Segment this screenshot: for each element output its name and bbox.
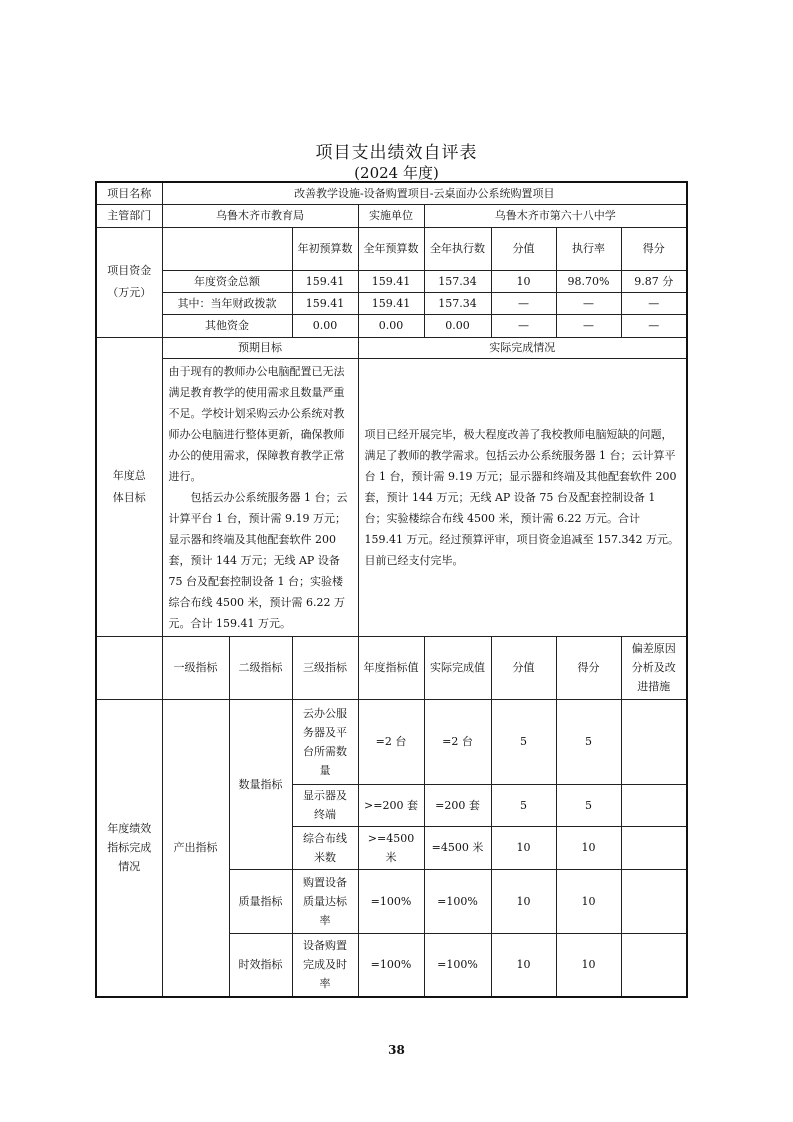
indicator-header: 年度指标值 [358,636,424,699]
funds-header-blank [162,227,292,270]
funds-cell: — [621,292,687,314]
actual-value: =200 套 [424,784,491,826]
funds-header: 年初预算数 [292,227,358,270]
score-value: 10 [491,933,556,997]
project-name-value: 改善教学设施-设备购置项目-云桌面办公系统购置项目 [162,182,687,204]
goals-label: 年度总体目标 [96,337,162,636]
target-value: >=200 套 [358,784,424,826]
target-value: =2 台 [358,699,424,784]
indicators-section-label: 年度绩效指标完成情况 [96,699,162,997]
funds-cell: 159.41 [292,292,358,314]
indicator-header: 一级指标 [162,636,229,699]
score: 10 [556,933,621,997]
funds-row-name: 其中：当年财政拨款 [162,292,292,314]
score-value: 5 [491,784,556,826]
level2-indicator: 质量指标 [229,869,292,933]
actual-value: =100% [424,933,491,997]
dept-value: 乌鲁木齐市教育局 [162,204,358,227]
indicator-header: 二级指标 [229,636,292,699]
unit-value: 乌鲁木齐市第六十八中学 [424,204,687,227]
funds-cell: 10 [491,270,556,292]
funds-cell: 98.70% [556,270,621,292]
deviation-note [621,933,687,997]
target-value: >=4500 米 [358,826,424,869]
indicator-header-blank [96,636,162,699]
actual-value: =100% [424,869,491,933]
funds-header: 分值 [491,227,556,270]
indicator-header: 实际完成值 [424,636,491,699]
score-value: 5 [491,699,556,784]
score: 5 [556,699,621,784]
page-number: 38 [388,1043,405,1057]
score-value: 10 [491,826,556,869]
funds-header: 执行率 [556,227,621,270]
funds-cell: 0.00 [292,314,358,337]
funds-row-name: 其他资金 [162,314,292,337]
unit-label: 实施单位 [358,204,424,227]
indicator-header: 偏差原因分析及改进措施 [621,636,687,699]
funds-cell: 157.34 [424,270,491,292]
expected-goal-paragraph: 由于现有的教师办公电脑配置已无法满足教育教学的使用需求且数量严重不足。学校计划采购云办公系统对教师办公电脑进行整体更新，确保教师办公的使用需求，保障教育教学正常进行。 [168,364,345,483]
funds-cell: 159.41 [292,270,358,292]
funds-row-name: 年度资金总额 [162,270,292,292]
score-value: 10 [491,869,556,933]
indicator-header: 三级指标 [292,636,358,699]
funds-cell: 9.87 分 [621,270,687,292]
level3-indicator: 综合布线米数 [292,826,358,869]
funds-header: 得分 [621,227,687,270]
score: 10 [556,826,621,869]
deviation-note [621,784,687,826]
page-subtitle: (2024 年度) [354,164,439,182]
funds-cell: 157.34 [424,292,491,314]
funds-cell: — [556,314,621,337]
actual-result-text: 项目已经开展完毕，极大程度改善了我校教师电脑短缺的问题，满足了教师的教学需求。包括云办公系统服务器 1 台；云计算平台 1 台，预计需 9.19 万元；显示器和终端及其他配套软件 200 套，预计 144 万元；无线 AP 设备 75 台及配套控制设备 1 台；实验楼综合布线 4500 米，预计需 6.22 万元。合计 159.41 万元。经过预算评审，项目资金追减至 157.342 万元。目前已经支付完毕。 [358,358,687,636]
project-name-label: 项目名称 [96,182,162,204]
actual-value: =4500 米 [424,826,491,869]
deviation-note [621,699,687,784]
level3-indicator: 显示器及终端 [292,784,358,826]
deviation-note [621,869,687,933]
level2-indicator: 时效指标 [229,933,292,997]
page-title: 项目支出绩效自评表 [315,143,478,163]
level2-indicator: 数量指标 [229,699,292,869]
dept-label: 主管部门 [96,204,162,227]
score: 10 [556,869,621,933]
expected-goal-paragraph: 包括云办公系统服务器 1 台；云计算平台 1 台，预计需 9.19 万元；显示器和终端及其他配套软件 200 套，预计 144 万元；无线 AP 设备 75 台及配套控制设备 1 台；实验楼综合布线 4500 米，预计需 6.22 万元。合计 159.41 万元。 [168,490,348,630]
expected-goal-text [162,358,358,636]
score: 5 [556,784,621,826]
funds-cell: — [491,314,556,337]
level3-indicator: 购置设备质量达标率 [292,869,358,933]
indicator-header: 分值 [491,636,556,699]
funds-header: 全年执行数 [424,227,491,270]
indicator-header: 得分 [556,636,621,699]
evaluation-table [95,181,688,998]
funds-cell: 159.41 [358,292,424,314]
funds-cell: — [621,314,687,337]
level1-indicator: 产出指标 [162,699,229,997]
target-value: =100% [358,933,424,997]
funds-cell: 0.00 [358,314,424,337]
expected-goal-header: 预期目标 [162,337,358,358]
level3-indicator: 云办公服务器及平台所需数量 [292,699,358,784]
actual-value: =2 台 [424,699,491,784]
funds-header: 全年预算数 [358,227,424,270]
funds-label: 项目资金 （万元） [96,227,162,337]
target-value: =100% [358,869,424,933]
actual-result-header: 实际完成情况 [358,337,687,358]
deviation-note [621,826,687,869]
funds-cell: 0.00 [424,314,491,337]
funds-cell: — [491,292,556,314]
level3-indicator: 设备购置完成及时率 [292,933,358,997]
funds-cell: — [556,292,621,314]
funds-cell: 159.41 [358,270,424,292]
